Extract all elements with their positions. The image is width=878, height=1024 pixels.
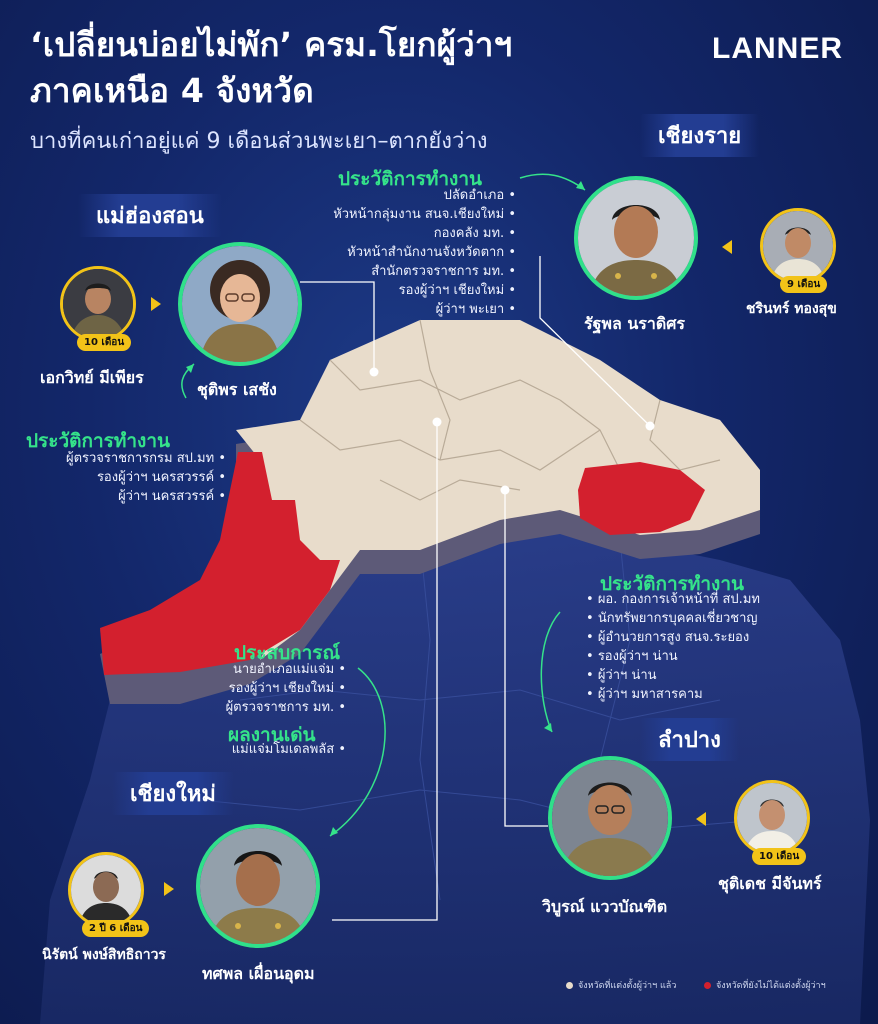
- arrow-left-icon: [722, 240, 732, 254]
- old-governor-name-lampang: ชุติเดช มีจันทร์: [718, 874, 822, 893]
- portrait-icon: [71, 855, 141, 925]
- history-list-lampang: [586, 590, 806, 704]
- history-item: • ผู้อำนวยการสูง สนจ.ระยอง: [586, 630, 750, 645]
- tenure-badge-chiang-mai: 2 ปี 6 เดือน: [82, 920, 149, 937]
- region-label-chiang-rai: เชียงราย: [640, 114, 759, 157]
- old-governor-name-mae-hong-son: เอกวิทย์ มีเพียร: [40, 368, 144, 387]
- history-item: ปลัดอำเภอ •: [443, 188, 516, 203]
- title-line-1: ‘เปลี่ยนบ่อยไม่พัก’ ครม.โยกผู้ว่าฯ: [30, 25, 513, 64]
- arrow-right-icon: [151, 297, 161, 311]
- portrait-icon: [63, 269, 133, 339]
- history-item: ผู้ว่าฯ พะเยา •: [435, 302, 516, 317]
- old-governor-photo-chiang-rai: [760, 208, 836, 284]
- old-governor-photo-lampang: [734, 780, 810, 856]
- legend-appointed: จังหวัดที่แต่งตั้งผู้ว่าฯ แล้ว: [566, 978, 676, 992]
- experience-heading-chiang-mai: ประสบการณ์: [234, 642, 341, 664]
- experience-item: นายอำเภอแม่แจ่ม •: [232, 662, 346, 677]
- governor-photo-thossapol: [196, 824, 320, 948]
- history-list-mae-hong-son: [26, 449, 226, 506]
- history-item: กองคลัง มท. •: [433, 226, 516, 241]
- arrow-left-icon: [696, 812, 706, 826]
- history-item: ผู้ตรวจราชการกรม สป.มท •: [65, 451, 226, 466]
- history-heading-mae-hong-son: ประวัติการทำงาน: [26, 430, 170, 452]
- history-item: ผู้ว่าฯ นครสวรรค์ •: [118, 489, 226, 504]
- experience-item: รองผู้ว่าฯ เชียงใหม่ •: [228, 681, 346, 696]
- history-item: หัวหน้าสำนักงานจังหวัดตาก •: [347, 245, 516, 260]
- arrow-right-icon: [164, 882, 174, 896]
- highlight-list-chiang-mai: [160, 740, 346, 759]
- portrait-icon: [200, 828, 316, 944]
- new-governor-name-chiang-mai: ทศพล เผื่อนอุดม: [202, 964, 315, 983]
- tenure-badge-lampang: 10 เดือน: [752, 848, 806, 865]
- subtitle: บางที่คนเก่าอยู่แค่ 9 เดือนส่วนพะเยา–ตากยังว่าง: [30, 129, 488, 154]
- new-governor-name-chiang-rai: รัฐพล นราดิศร: [584, 314, 685, 333]
- highlight-heading-chiang-mai: ผลงานเด่น: [228, 724, 316, 746]
- history-heading-chiang-rai: ประวัติการทำงาน: [338, 168, 482, 190]
- region-label-mae-hong-son: แม่ฮ่องสอน: [78, 194, 222, 237]
- experience-item: ผู้ตรวจราชการ มท. •: [225, 700, 346, 715]
- beige-dot-icon: [566, 982, 573, 989]
- main-title: [30, 22, 512, 114]
- history-item: • รองผู้ว่าฯ น่าน: [586, 649, 678, 664]
- governor-photo-rattapon: [574, 176, 698, 300]
- history-item: สำนักตรวจราชการ มท. •: [371, 264, 516, 279]
- old-governor-name-chiang-mai: นิรัตน์ พงษ์สิทธิถาวร: [42, 947, 166, 963]
- history-item: • นักทรัพยากรบุคคลเชี่ยวชาญ: [586, 611, 758, 626]
- history-heading-lampang: ประวัติการทำงาน: [600, 573, 744, 595]
- portrait-icon: [552, 760, 668, 876]
- portrait-icon: [182, 246, 298, 362]
- experience-list-chiang-mai: [160, 660, 346, 717]
- history-item: รองผู้ว่าฯ เชียงใหม่ •: [398, 283, 516, 298]
- history-item: • ผอ. กองการเจ้าหน้าที่ สป.มท: [586, 592, 760, 607]
- tenure-badge-chiang-rai: 9 เดือน: [780, 276, 827, 293]
- highlight-item: แม่แจ่มโมเดลพลัส •: [231, 742, 346, 757]
- governor-photo-wiboon: [548, 756, 672, 880]
- title-line-2: ภาคเหนือ 4 จังหวัด: [30, 71, 314, 110]
- legend-not-appointed: จังหวัดที่ยังไม่ได้แต่งตั้งผู้ว่าฯ: [704, 978, 826, 992]
- red-dot-icon: [704, 982, 711, 989]
- governor-photo-chutiporn: [178, 242, 302, 366]
- history-item: • ผู้ว่าฯ น่าน: [586, 668, 657, 683]
- region-label-lampang: ลำปาง: [640, 718, 739, 761]
- tenure-badge-mae-hong-son: 10 เดือน: [77, 334, 131, 351]
- history-item: • ผู้ว่าฯ มหาสารคาม: [586, 687, 703, 702]
- history-item: หัวหน้ากลุ่มงาน สนจ.เชียงใหม่ •: [333, 207, 516, 222]
- region-label-chiang-mai: เชียงใหม่: [112, 772, 234, 815]
- portrait-icon: [578, 180, 694, 296]
- history-item: รองผู้ว่าฯ นครสวรรค์ •: [96, 470, 226, 485]
- old-governor-photo-chiang-mai: [68, 852, 144, 928]
- history-list-chiang-rai: [286, 186, 516, 319]
- lanner-logo: LANNER: [712, 32, 843, 65]
- old-governor-name-chiang-rai: ชรินทร์ ทองสุข: [746, 301, 837, 317]
- portrait-icon: [737, 783, 807, 853]
- old-governor-photo-mae-hong-son: [60, 266, 136, 342]
- new-governor-name-lampang: วิบูรณ์ แววบัณฑิต: [542, 897, 668, 916]
- portrait-icon: [763, 211, 833, 281]
- new-governor-name-mae-hong-son: ชุติพร เสชัง: [197, 380, 277, 399]
